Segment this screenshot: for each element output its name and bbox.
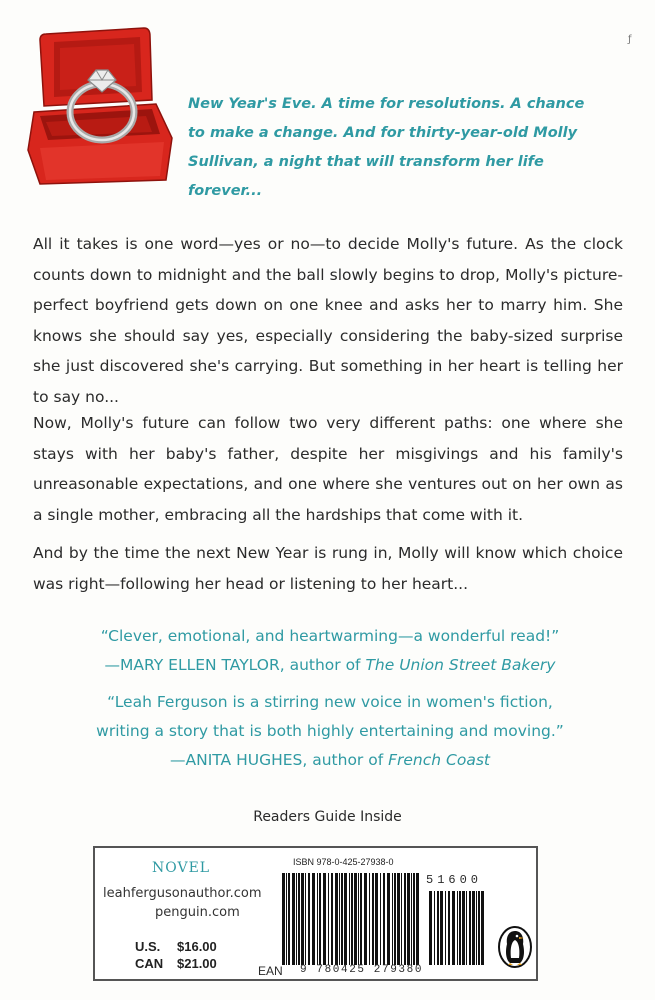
genre-label: NOVEL — [152, 860, 211, 876]
barcode-bar — [349, 873, 350, 965]
decorative-speck: ƒ — [628, 34, 632, 45]
barcode-bar — [319, 873, 321, 965]
tagline-line: to make a change. And for thirty-year-old Molly — [188, 125, 578, 141]
quote-attribution: —ANITA HUGHES, author of — [170, 751, 389, 769]
barcode-bar — [445, 891, 446, 965]
barcode-bar — [369, 873, 370, 965]
barcode-bar — [312, 873, 315, 965]
quote-attribution-title: French Coast — [388, 751, 490, 769]
barcode-bar — [372, 873, 374, 965]
barcode-bar — [411, 873, 412, 965]
barcode-bar — [478, 891, 480, 965]
barcode-bar — [440, 891, 443, 965]
price-label-us: U.S. — [135, 939, 161, 954]
price-value-us: $16.00 — [177, 939, 217, 954]
barcode-bar — [413, 873, 415, 965]
tagline — [188, 90, 628, 206]
barcode-bar — [360, 873, 362, 965]
barcode-bar — [364, 873, 367, 965]
quote-attribution-title: The Union Street Bakery — [365, 656, 556, 674]
ean-digits: 9 780425 279380 — [300, 964, 424, 976]
barcode-bar — [323, 873, 326, 965]
barcode-bar — [459, 891, 461, 965]
barcode-bar — [392, 873, 393, 965]
barcode-bar — [344, 873, 347, 965]
description-paragraph-2: Now, Molly's future can follow two very different paths: one where she stays with her baby's father, despite her misgivings and his family's unreasonable expectations, and one where she ventures out on her own as a single mother, embracing all the hardships that come with it. — [33, 414, 623, 524]
barcode-bar — [397, 873, 400, 965]
tagline-line: Sullivan, a night that will transform her life — [188, 154, 544, 170]
barcode-bar — [387, 873, 390, 965]
ean-label: EAN — [258, 964, 283, 978]
barcode-bar — [354, 873, 357, 965]
tagline-line: New Year's Eve. A time for resolutions. A chance — [188, 96, 585, 112]
barcode-bar — [469, 891, 471, 965]
barcode-bar — [462, 891, 465, 965]
barcode-bar — [437, 891, 439, 965]
barcode-bar — [401, 873, 402, 965]
barcode-bar — [416, 873, 419, 965]
barcode-bar — [448, 891, 450, 965]
barcode-panel — [93, 846, 538, 981]
barcode-bar — [331, 873, 333, 965]
quote-text: “Leah Ferguson is a stirring new voice in women's fiction, — [107, 693, 553, 711]
engagement-ring-box-icon — [26, 22, 176, 187]
barcode-bar — [472, 891, 475, 965]
ean-barcode — [281, 873, 421, 965]
barcode-bar — [394, 873, 396, 965]
barcode-bar — [305, 873, 306, 965]
barcode-bar — [282, 873, 285, 965]
price-label-can: CAN — [135, 956, 164, 971]
barcode-bar — [292, 873, 295, 965]
barcode-bar — [317, 873, 318, 965]
barcode-bar — [404, 873, 406, 965]
barcode-bar — [298, 873, 300, 965]
barcode-bar — [375, 873, 378, 965]
barcode-bar — [339, 873, 340, 965]
barcode-bar — [380, 873, 381, 965]
isbn-text: ISBN 978-0-425-27938-0 — [293, 857, 394, 867]
barcode-bar — [286, 873, 287, 965]
quote-text: “Clever, emotional, and heartwarming—a wonderful read!” — [100, 627, 560, 645]
barcode-bar — [457, 891, 458, 965]
author-website: leahfergusonauthor.com — [103, 886, 262, 901]
barcode-bar — [328, 873, 329, 965]
tagline-line: forever... — [188, 183, 263, 199]
barcode-bar — [308, 873, 310, 965]
price-value-can: $21.00 — [177, 956, 217, 971]
barcode-bar — [351, 873, 353, 965]
barcode-bar — [301, 873, 304, 965]
barcode-bar — [434, 891, 435, 965]
barcode-bar — [358, 873, 359, 965]
barcode-bar — [296, 873, 297, 965]
review-quote-2 — [40, 688, 620, 775]
addon-digits: 51600 — [426, 873, 483, 887]
description-paragraph-1: All it takes is one word—yes or no—to decide Molly's future. As the clock counts down to midnight and the ball slowly begins to drop, Molly's picture-perfect boyfriend gets down on one knee and asks her to marry him. She knows she should say yes, especially considering the baby-sized surprise she just discovered she's carrying. But something in her heart is telling her to say no... — [33, 235, 623, 406]
barcode-bar — [341, 873, 343, 965]
addon-barcode — [428, 891, 486, 965]
barcode-bar — [476, 891, 477, 965]
readers-guide-note: Readers Guide Inside — [253, 809, 402, 825]
barcode-bar — [383, 873, 385, 965]
barcode-bar — [407, 873, 410, 965]
barcode-bar — [288, 873, 290, 965]
quote-attribution: —MARY ELLEN TAYLOR, author of — [104, 656, 366, 674]
barcode-bar — [335, 873, 338, 965]
penguin-logo-icon — [498, 926, 532, 968]
description-paragraph-3: And by the time the next New Year is rung in, Molly will know which choice was right—following her head or listening to her heart... — [33, 544, 623, 593]
barcode-bar — [481, 891, 484, 965]
barcode-bar — [466, 891, 467, 965]
barcode-bar — [429, 891, 432, 965]
publisher-website: penguin.com — [155, 905, 240, 920]
quote-text: writing a story that is both highly entertaining and moving.” — [96, 722, 564, 740]
barcode-bar — [452, 891, 455, 965]
review-quote-1 — [40, 622, 620, 680]
